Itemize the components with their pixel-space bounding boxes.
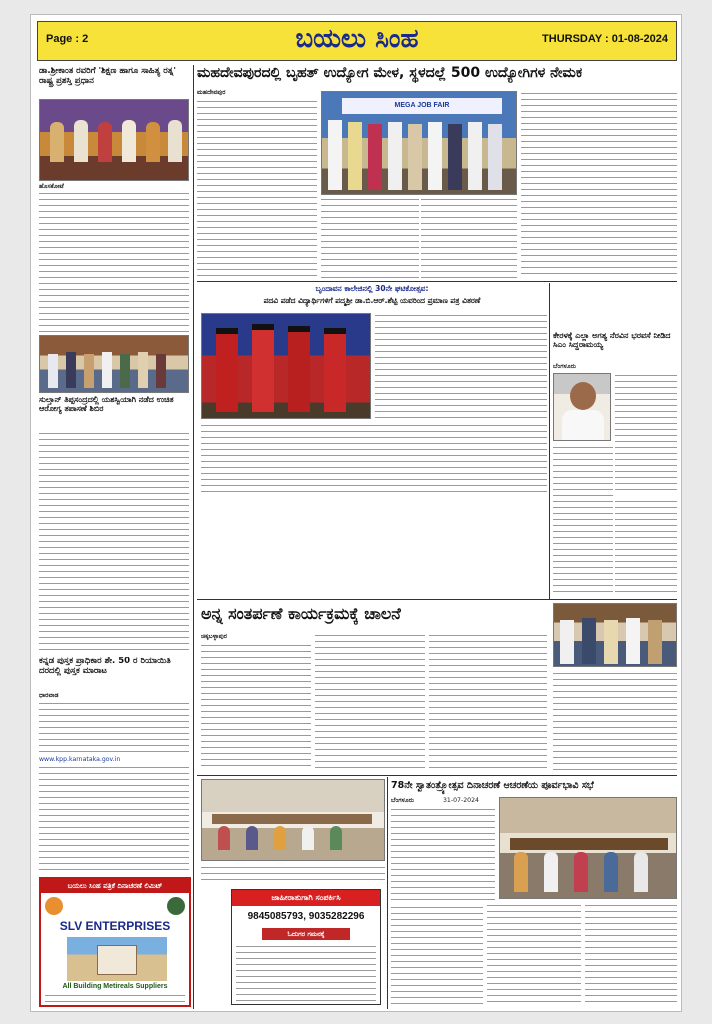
anna-body-col2: [315, 633, 425, 771]
story3-body-b: [39, 765, 189, 875]
story3-dateline: ಧಾರವಾಡ: [39, 692, 59, 699]
convocation-photo: [201, 313, 371, 419]
anna-headline: ಅನ್ನ ಸಂತರ್ಪಣೆ ಕಾರ್ಯಕ್ರಮಕ್ಕೆ ಚಾಲನೆ: [201, 605, 401, 623]
independence-date: 31-07-2024: [443, 797, 479, 804]
stage-banner: MEGA JOB FAIR: [342, 98, 502, 114]
kerala-body-c: [615, 499, 677, 595]
lead-body-col3: [421, 197, 517, 279]
anna-body-col4: [553, 671, 677, 771]
column-divider-right: [549, 283, 550, 599]
section-divider: [197, 281, 677, 282]
ads-contact-box: [231, 889, 381, 1005]
section-divider-2: [197, 599, 677, 600]
notice-title: ಓದುಗರ ಗಮನಕ್ಕೆ: [262, 928, 350, 940]
story1-dateline: ಹೊಸಕೋಟೆ: [39, 183, 64, 190]
job-fair-photo: [321, 91, 517, 195]
newspaper-title: ಬಯಲು ಸಿಂಹ: [295, 24, 419, 54]
college-body-right: [375, 313, 547, 419]
masthead: [37, 21, 677, 61]
kerala-dateline: ಬೆಂಗಳೂರು: [553, 363, 577, 370]
notice-body: [236, 944, 376, 1002]
college-kicker: ಬೃಂದಾವನ ಕಾಲೇಜಿನಲ್ಲಿ 30ನೇ ಘಟಿಕೋತ್ಸವ:: [315, 285, 429, 293]
anna-body-col1: [201, 643, 311, 771]
cm-portrait-photo: [553, 373, 611, 441]
independence-body-col2: [391, 905, 483, 1007]
ads-contact-title: ಜಾಹೀರಾತುಗಾಗಿ ಸಂಪರ್ಕಿಸಿ: [232, 890, 380, 906]
story3-body-a: [39, 701, 189, 755]
page-number: Page : 2: [46, 33, 89, 45]
independence-meeting-photo: [499, 797, 677, 899]
independence-headline: 78ನೇ ಸ್ವಾತಂತ್ರ್ಯೋತ್ಸವ ದಿನಾಚರಣೆ ಆಚರಣೆಯ ಪೂರ್ವಭಾವಿ ಸಭೆ: [391, 781, 594, 791]
story3-headline: ಕನ್ನಡ ಪುಸ್ತಕ ಪ್ರಾಧಿಕಾರ ಶೇ. 50 ರ ರಿಯಾಯಿತಿ ದರದಲ್ಲಿ ಪುಸ್ತಕ ಮಾರಾಟ: [39, 657, 171, 676]
ad-company-name: SLV ENTERPRISES: [59, 919, 171, 933]
ad-address: [45, 993, 185, 1003]
ad-banner: ಬಯಲು ಸಿಂಹ ಪತ್ರಿಕೆ ದಿನಾಚರಣೆ ಲಿಮಿಟ್: [41, 879, 189, 893]
story3-url[interactable]: www.kpp.karnataka.gov.in: [39, 756, 121, 763]
kerala-body-b: [553, 445, 613, 595]
issue-date: THURSDAY : 01-08-2024: [542, 33, 668, 45]
independence-body-col1: [391, 807, 495, 903]
lead-body-col2: [321, 197, 419, 279]
photo-caption: [201, 865, 385, 885]
kerala-headline: ಕೇರಳಕ್ಕೆ ಎಲ್ಲಾ ಅಗತ್ಯ ನೆರವಿನ ಭರವಸೆ ನೀಡಿದ ಸಿಎಂ ಸಿದ್ದರಾಮಯ್ಯ: [553, 331, 671, 350]
independence-body-col3: [487, 903, 581, 1007]
section-divider-3: [197, 775, 677, 776]
ads-phone[interactable]: 9845085793, 9035282296: [247, 911, 365, 922]
lead-body-col1: [197, 99, 317, 279]
meeting-photo: [201, 779, 385, 861]
kerala-body-a: [615, 373, 677, 495]
house-graphic-icon: [67, 937, 167, 981]
om-icon: [45, 897, 63, 915]
anna-body-col3: [429, 633, 547, 771]
lead-body-col4: [521, 91, 677, 279]
story1-headline: ಡಾ.ಶ್ರೀಕಾಂತ ರವರಿಗೆ 'ಶಿಕ್ಷಣ ಹಾಗೂ ಸಾಹಿತ್ಯ ರತ್ನ' ರಾಷ್ಟ್ರ ಪ್ರಶಸ್ತಿ ಪ್ರಧಾನ: [39, 67, 176, 86]
story1-body: [39, 191, 189, 333]
story2-headline: ಸುಲ್ತಾನ್ ತಿಪ್ಪಸಂದ್ರದಲ್ಲಿ ಯಶಸ್ವಿಯಾಗಿ ನಡೆದ ಉಚಿತ ಆರೋಗ್ಯ ತಪಾಸಣೆ ಶಿಬಿರ: [39, 395, 174, 414]
ad-tagline: All Building Metireals Suppliers: [62, 983, 168, 990]
award-ceremony-photo: [39, 99, 189, 181]
lead-headline: ಮಹದೇವಪುರದಲ್ಲಿ ಬೃಹತ್ ಉದ್ಯೋಗ ಮೇಳ, ಸ್ಥಳದಲ್ಲೆ 500 ಉದ್ಯೋಗಿಗಳ ನೇಮಕ: [197, 65, 583, 81]
anna-dateline: ಚಿಕ್ಕಬಳ್ಳಾಪುರ: [201, 633, 227, 640]
column-divider: [193, 65, 194, 1009]
college-headline: ಪದವಿ ಪಡೆದ ವಿದ್ಯಾರ್ಥಿಗಳಿಗೆ ಪದ್ಮಶ್ರೀ ಡಾ.ಬಿ.ಆರ್.ಶೆಟ್ಟಿ ಯವರಿಂದ ಪ್ರಮಾಣ ಪತ್ರ ವಿತರಣೆ: [263, 297, 481, 305]
deity-icon: [167, 897, 185, 915]
newspaper-page: [30, 14, 682, 1012]
independence-body-col4: [585, 903, 677, 1007]
column-divider-bottom: [387, 777, 388, 1009]
health-camp-photo: [39, 335, 189, 393]
slv-advertisement: [39, 877, 191, 1007]
college-body-bottom: [201, 423, 547, 495]
anna-event-photo: [553, 603, 677, 667]
independence-dateline: ಬೆಂಗಳೂರು: [391, 797, 415, 804]
story2-body: [39, 431, 189, 651]
lead-dateline: ಮಹದೇವಪುರ: [197, 89, 226, 96]
